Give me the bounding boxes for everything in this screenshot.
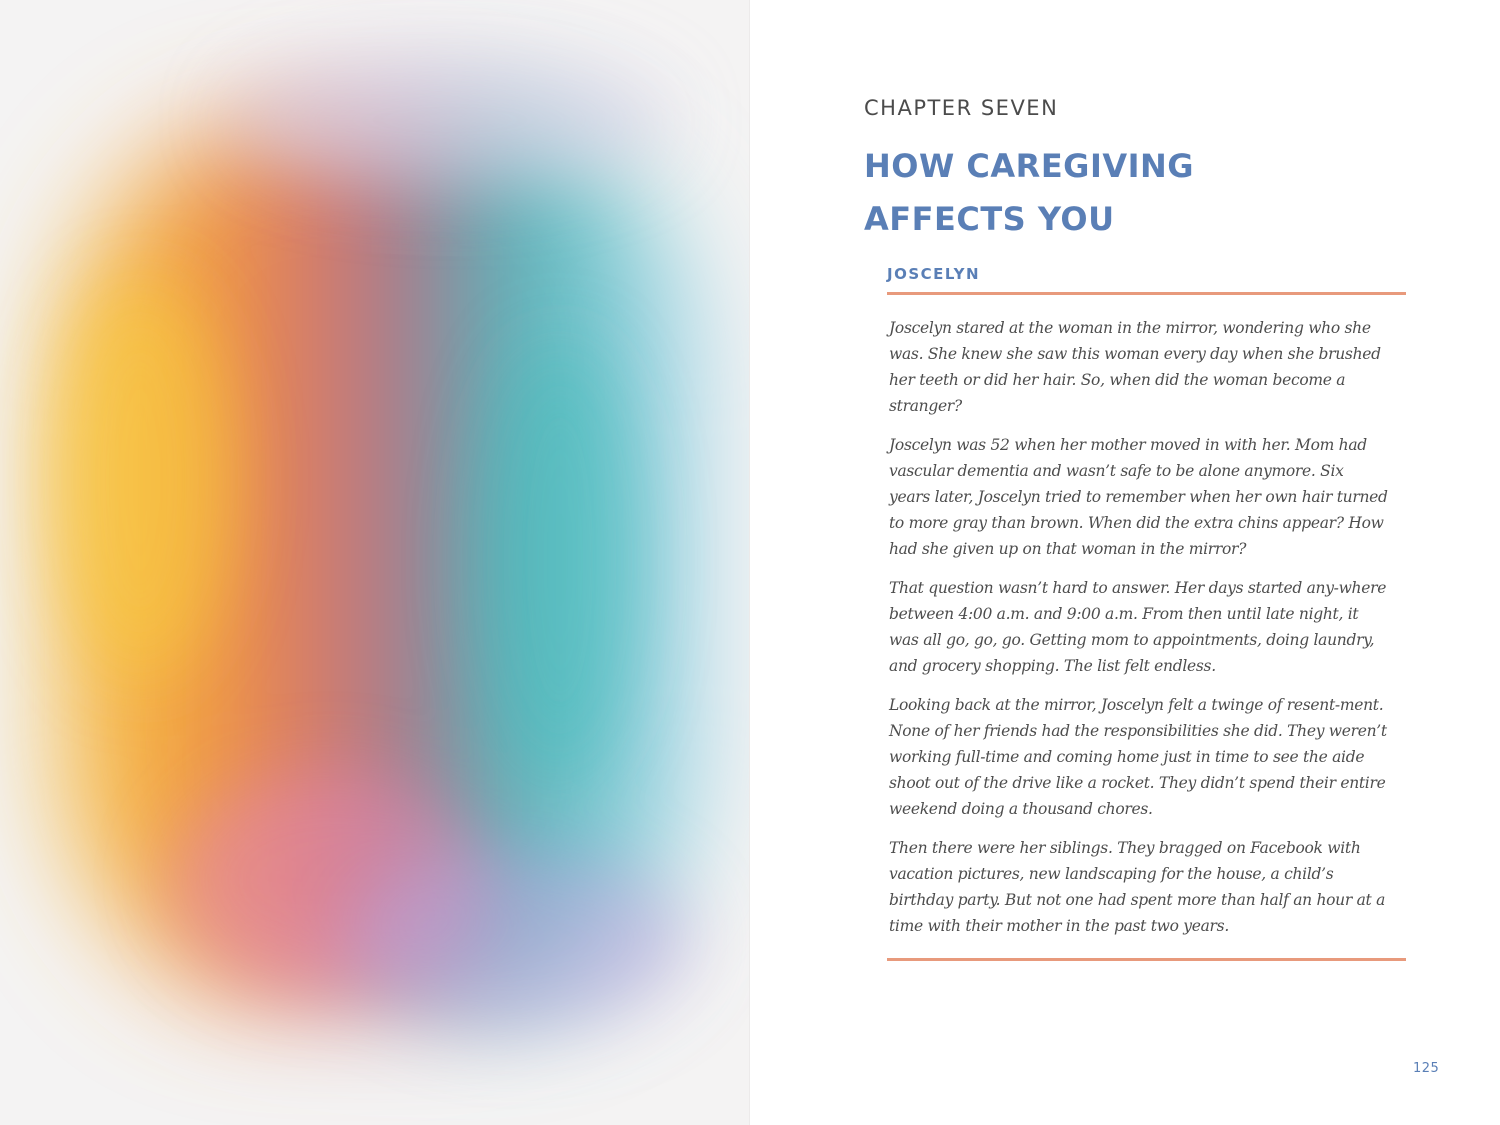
chapter-title-line-1: HOW CAREGIVING xyxy=(864,147,1195,185)
chapter-label: CHAPTER SEVEN xyxy=(864,96,1059,120)
lavender-glow xyxy=(350,850,690,1030)
page-number: 125 xyxy=(1413,1061,1440,1076)
story-sidebar xyxy=(887,262,1407,952)
sidebar-top-rule xyxy=(887,292,1406,295)
sidebar-bottom-rule xyxy=(887,958,1406,961)
story-paragraph-1: Joscelyn stared at the woman in the mirror, wondering who she was. She knew she saw this woman every day when she brushed her teeth or did her hair. So, when did the woman become a stranger? xyxy=(889,319,1381,415)
sidebar-heading: JOSCELYN xyxy=(887,265,981,283)
top-lavender-glow xyxy=(230,50,670,190)
teal-glow xyxy=(480,340,640,780)
chapter-title-line-2: AFFECTS YOU xyxy=(864,200,1115,238)
story-paragraph-2: Joscelyn was 52 when her mother moved in with her. Mom had vascular dementia and wasn’t safe to be alone anymore. Six years later, Joscelyn tried to remember when her own hair turned to more gray than brown. When did the extra chins appear? How had she given up on that woman in the mirror? xyxy=(889,436,1388,558)
story-paragraph-4: Looking back at the mirror, Joscelyn felt a twinge of resent-ment. None of her friends had the responsibilities she did. They weren’t working full-time and coming home just in time to see the aide shoot out of the drive like a rocket. They didn’t spend their entire weekend doing a thousand chores. xyxy=(889,696,1387,818)
right-page xyxy=(750,0,1500,1125)
story-paragraph-5: Then there were her siblings. They bragged on Facebook with vacation pictures, new landscaping for the house, a child’s birthday party. But not one had spent more than half an hour at a time with their mother in the past two years. xyxy=(889,839,1386,935)
yellow-glow xyxy=(50,280,230,680)
story-text xyxy=(889,315,1389,939)
story-paragraph-3: That question wasn’t hard to answer. Her days started any-where between 4:00 a.m. and 9:00 a.m. From then until late night, it was all go, go, go. Getting mom to appointments, doing laundry, and grocery shopping. The list felt endless. xyxy=(889,579,1387,675)
chapter-title xyxy=(864,140,1424,246)
